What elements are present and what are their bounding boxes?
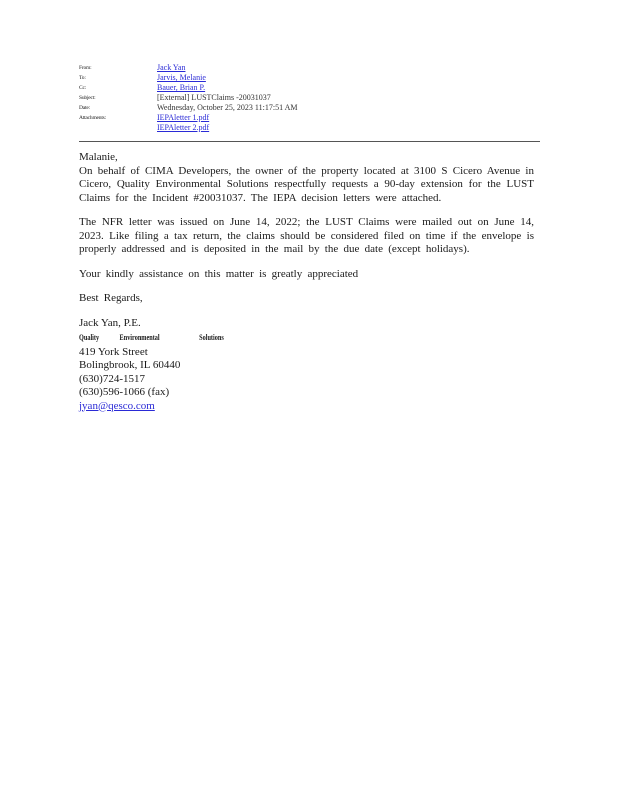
paragraph-thanks: Your kindly assistance on this matter is greatly appreciated	[79, 267, 359, 280]
header-divider	[79, 141, 540, 142]
company-word-2: Environmental	[119, 333, 160, 342]
attachments-label-spacer	[79, 123, 157, 133]
subject-row	[79, 93, 549, 103]
to-row	[79, 73, 549, 83]
signature-fax: (630)596-1066 (fax)	[79, 386, 170, 398]
paragraph-request: On behalf of CIMA Developers, the owner of the property located at 3100 S Cicero Avenue in Cicero, Quality Environmental Solutions respectfully requests a 90-day extension for the LUST Claims for the Incident #20031037. The IEPA decision letters were attached.	[79, 164, 534, 204]
subject-label: Subject:	[79, 95, 96, 101]
signature-email-link[interactable]: jyan@qesco.com	[79, 399, 155, 412]
signature-company	[79, 331, 434, 345]
date-value: Wednesday, October 25, 2023 11:17:51 AM	[157, 103, 298, 112]
subject-value: [External] LUSTClaims -20031037	[157, 93, 271, 102]
closing: Best Regards,	[79, 292, 143, 304]
from-label: From:	[79, 65, 92, 71]
spacer	[79, 257, 534, 268]
attachments-label: Attachments:	[79, 115, 106, 121]
date-row	[79, 103, 549, 113]
paragraph-details: The NFR letter was issued on June 14, 2022; the LUST Claims were mailed out on June 14, 2023. Like filing a tax return, the claims should be considered filed on time if the envelope is properly addressed and is deposited in the mail by the due date (except holidays).	[79, 216, 534, 255]
attachments-row	[79, 113, 549, 123]
email-body	[79, 151, 534, 413]
cc-row	[79, 83, 549, 93]
cc-label: Cc:	[79, 85, 87, 91]
signature-phone: (630)724-1517	[79, 372, 145, 385]
signature-block	[79, 317, 534, 414]
spacer	[79, 281, 534, 292]
spacer	[79, 306, 534, 317]
cc-link[interactable]: Bauer, Brian P.	[157, 83, 206, 92]
signature-address-street: 419 York Street	[79, 345, 148, 358]
attachment-link-1[interactable]: IEPAletter 1.pdf	[157, 113, 210, 122]
to-label: To:	[79, 75, 86, 81]
attachment-link-2[interactable]: IEPAletter 2.pdf	[157, 123, 210, 132]
attachments-row-2	[79, 123, 549, 133]
signature-address-city: Bolingbrook, IL 60440	[79, 359, 181, 371]
from-row	[79, 63, 549, 73]
date-label: Date:	[79, 105, 90, 111]
email-header	[79, 63, 549, 133]
greeting: Malanie,	[79, 151, 118, 163]
spacer	[79, 205, 534, 216]
company-word-3: Solutions	[199, 333, 224, 342]
to-link[interactable]: Jarvis, Melanie	[157, 73, 206, 82]
signature-name: Jack Yan, P.E.	[79, 316, 141, 329]
from-link[interactable]: Jack Yan	[157, 63, 186, 72]
company-word-1: Quality	[79, 333, 100, 342]
